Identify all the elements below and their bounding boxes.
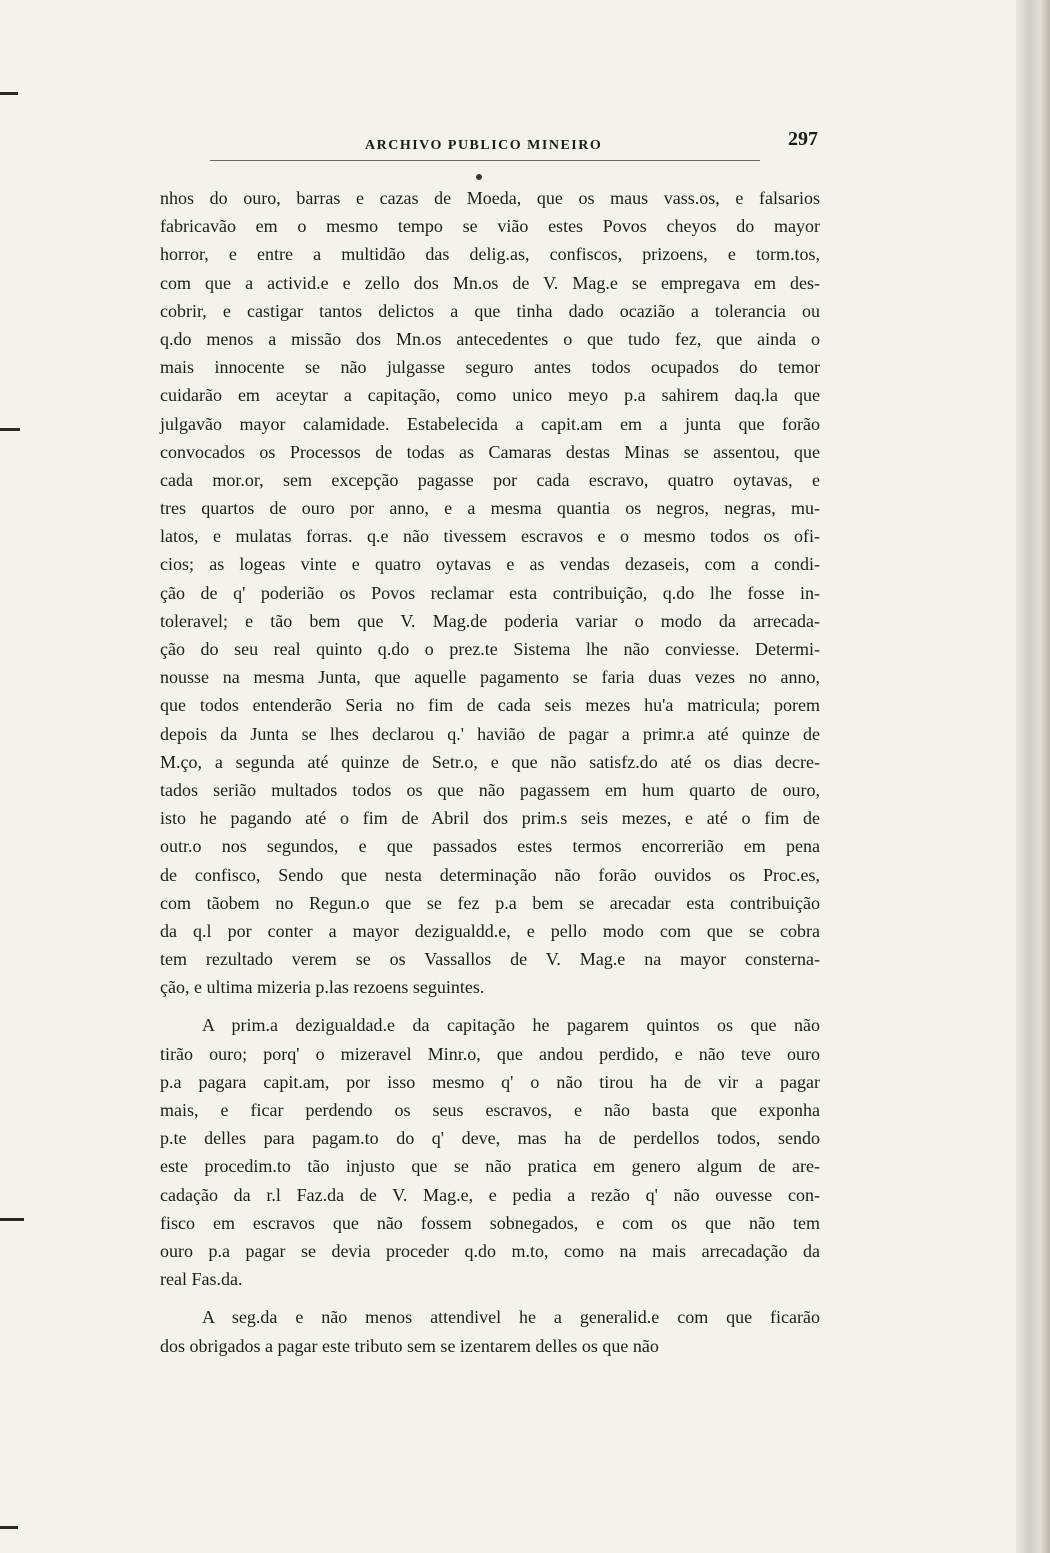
text-line: tados serião multados todos os que não pagassem em hum quarto de ouro, bbox=[160, 779, 820, 800]
page-number: 297 bbox=[788, 128, 818, 150]
body-text bbox=[160, 184, 820, 1360]
text-line: latos, e mulatas forras. q.e não tivessem escravos e o mesmo todos os ofi- bbox=[160, 526, 820, 547]
text-line: tem rezultado verem se os Vassallos de V. Mag.e na mayor consterna- bbox=[160, 949, 820, 970]
text-line: toleravel; e tão bem que V. Mag.de poderia variar o modo da arrecada- bbox=[160, 610, 820, 631]
text-line: ção do seu real quinto q.do o prez.te Sistema lhe não conviesse. Determi- bbox=[160, 639, 820, 659]
binding-mark bbox=[0, 1218, 24, 1221]
binding-mark bbox=[0, 428, 20, 431]
binding-mark bbox=[0, 92, 18, 95]
binding-mark bbox=[0, 1526, 18, 1529]
text-line: cobrir, e castigar tantos delictos a que tinha dado ocazião a tolerancia ou bbox=[160, 300, 820, 321]
header-ornament bbox=[476, 174, 482, 180]
text-line: tres quartos de ouro por anno, e a mesma quantia os negros, negras, mu- bbox=[160, 498, 820, 519]
text-line: julgavão mayor calamidade. Estabelecida a capit.am em a junta que forão bbox=[160, 413, 820, 434]
text-line: mais innocente se não julgasse seguro antes todos ocupados do temor bbox=[160, 357, 820, 378]
header-rule bbox=[210, 160, 760, 161]
text-line: M.ço, a segunda até quinze de Setr.o, e que não satisfz.do até os dias decre- bbox=[160, 751, 820, 772]
text-line: nhos do ouro, barras e cazas de Moeda, que os maus vass.os, e falsarios bbox=[160, 188, 820, 208]
text-line: da q.l por conter a mayor dezigualdd.e, e pello modo com que se cobra bbox=[160, 920, 820, 941]
text-line: real Fas.da. bbox=[160, 1269, 243, 1290]
text-line: fisco em escravos que não fossem sobnegados, e com os que não tem bbox=[160, 1212, 820, 1233]
text-line: este procedim.to tão injusto que se não pratica em genero algum de are- bbox=[160, 1156, 820, 1177]
text-line: mais, e ficar perdendo os seus escravos, e não basta que exponha bbox=[160, 1100, 820, 1120]
text-line: ouro p.a pagar se devia proceder q.do m.to, como na mais arrecadação da bbox=[160, 1240, 820, 1261]
paragraph bbox=[160, 1011, 820, 1293]
text-line: cadação da r.l Faz.da de V. Mag.e, e pedia a rezão q' não ouvesse con- bbox=[160, 1184, 820, 1205]
paragraph bbox=[160, 184, 820, 1001]
text-line: p.a pagara capit.am, por isso mesmo q' o não tirou ha de vir a pagar bbox=[160, 1071, 820, 1092]
text-line: convocados os Processos de todas as Camaras destas Minas se assentou, que bbox=[160, 441, 820, 462]
paragraph-gap bbox=[160, 1001, 820, 1011]
text-line: A prim.a dezigualdad.e da capitação he pagarem quintos os que não bbox=[202, 1015, 820, 1036]
text-line: isto he pagando até o fim de Abril dos prim.s seis mezes, e até o fim de bbox=[160, 808, 820, 829]
page-edge bbox=[1016, 0, 1050, 1553]
text-line: com tãobem no Regun.o que se fez p.a bem se arecadar esta contribuição bbox=[160, 892, 820, 913]
text-line: q.do menos a missão dos Mn.os antecedentes o que tudo fez, que ainda o bbox=[160, 328, 820, 349]
paragraph-gap bbox=[160, 1293, 820, 1303]
running-head bbox=[160, 128, 820, 162]
text-line: dos obrigados a pagar este tributo sem se izentarem delles os que não bbox=[160, 1335, 659, 1356]
text-line: horror, e entre a multidão das delig.as, confiscos, prizoens, e torm.tos, bbox=[160, 244, 820, 265]
text-line: outr.o nos segundos, e que passados estes termos encorrerião em pena bbox=[160, 836, 820, 857]
text-line: nousse na mesma Junta, que aquelle pagamento se faria duas vezes no anno, bbox=[160, 667, 820, 688]
text-line: com que a activid.e e zello dos Mn.os de V. Mag.e se empregava em des- bbox=[160, 272, 820, 293]
text-line: de confisco, Sendo que nesta determinação não forão ouvidos os Proc.es, bbox=[160, 864, 820, 885]
text-line: tirão ouro; porq' o mizeravel Minr.o, que andou perdido, e não teve ouro bbox=[160, 1043, 820, 1064]
text-line: depois da Junta se lhes declarou q.' havião de pagar a primr.a até quinze de bbox=[160, 723, 820, 744]
text-line: cada mor.or, sem excepção pagasse por cada escravo, quatro oytavas, e bbox=[160, 469, 820, 490]
text-line: que todos entenderão Seria no fim de cada seis mezes hu'a matricula; porem bbox=[160, 695, 820, 716]
text-line: ção de q' poderião os Povos reclamar esta contribuição, q.do lhe fosse in- bbox=[160, 582, 820, 603]
paragraph bbox=[160, 1303, 820, 1359]
text-line: cuidarão em aceytar a capitação, como unico meyo p.a sahirem daq.la que bbox=[160, 385, 820, 406]
text-line: fabricavão em o mesmo tempo se vião estes Povos cheyos do mayor bbox=[160, 216, 820, 237]
text-line: p.te delles para pagam.to do q' deve, mas ha de perdellos todos, sendo bbox=[160, 1128, 820, 1149]
running-head-title: ARCHIVO PUBLICO MINEIRO bbox=[365, 138, 603, 153]
binding-margin bbox=[0, 0, 30, 1553]
text-line: A seg.da e não menos attendivel he a generalid.e com que ficarão bbox=[202, 1307, 820, 1328]
text-line: cios; as logeas vinte e quatro oytavas e as vendas dezaseis, com a condi- bbox=[160, 554, 820, 575]
text-line: ção, e ultima mizeria p.las rezoens seguintes. bbox=[160, 977, 485, 998]
